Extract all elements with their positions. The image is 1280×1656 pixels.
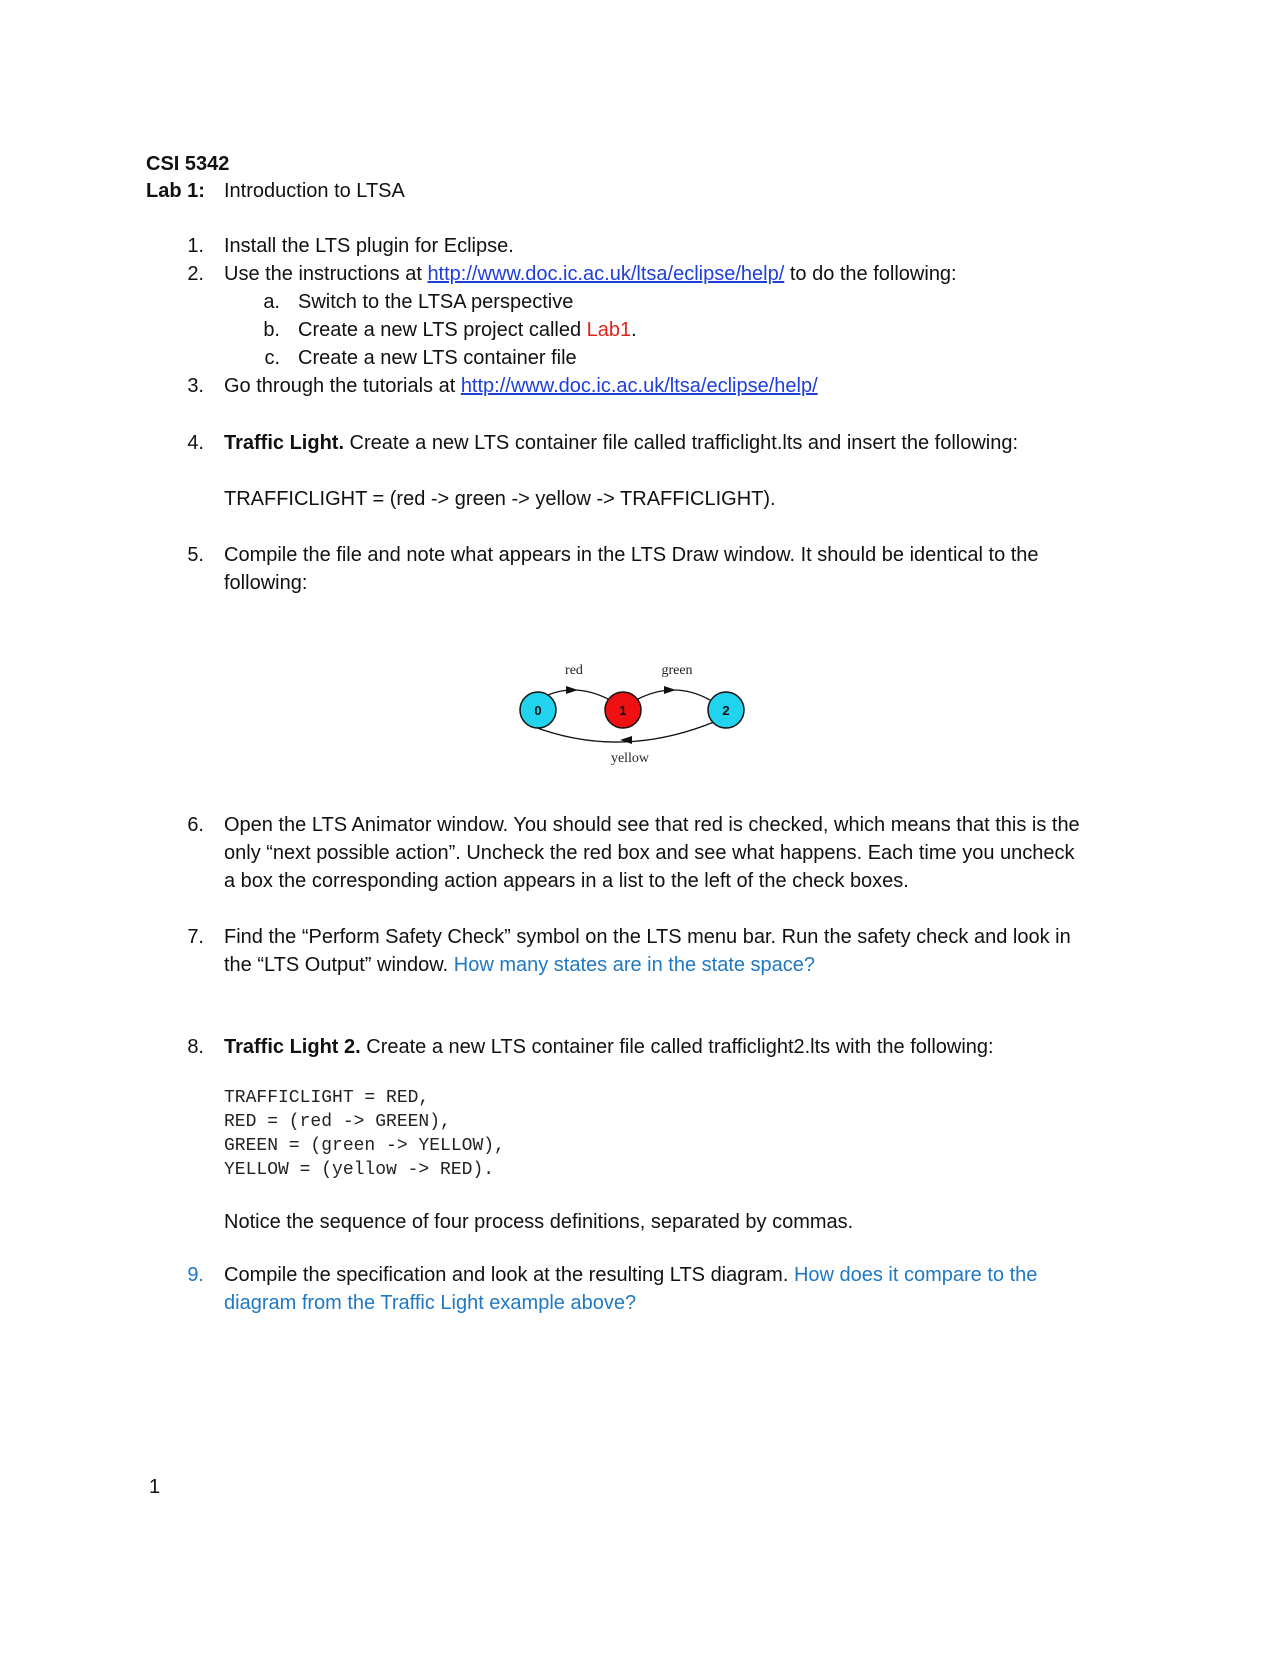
item-1-text: Install the LTS plugin for Eclipse. xyxy=(224,235,514,257)
state-2-label: 2 xyxy=(722,703,730,718)
arrowhead-yellow xyxy=(620,736,632,744)
arrowhead-red xyxy=(566,686,578,694)
trafficlight2-code-line-4: YELLOW = (yellow -> RED). xyxy=(224,1160,495,1180)
item-6-number: 6. xyxy=(187,814,204,836)
project-name-highlight: Lab1 xyxy=(586,319,632,341)
item-9-line-1-text: Compile the specification and look at the resulting LTS diagram. xyxy=(224,1264,794,1286)
lab-title: Introduction to LTSA xyxy=(224,180,405,202)
item-2c-letter: c. xyxy=(264,347,280,369)
state-2 xyxy=(708,692,744,728)
label-green: green xyxy=(661,663,693,678)
item-2c-text: Create a new LTS container file xyxy=(298,347,577,369)
item-3-text-before: Go through the tutorials at xyxy=(224,375,461,397)
item-8-body: Create a new LTS container file called trafficlight2.lts with the following: xyxy=(360,1036,994,1058)
lab-label: Lab 1: xyxy=(146,180,205,202)
ltsa-help-link[interactable]: http://www.doc.ic.ac.uk/ltsa/eclipse/help/ xyxy=(427,263,785,285)
question-compare-start: How does it compare to the xyxy=(793,1264,1038,1286)
item-2a-letter: a. xyxy=(263,291,280,313)
item-5-line-2: following: xyxy=(224,572,308,594)
trafficlight2-code-line-1: TRAFFICLIGHT = RED, xyxy=(224,1088,430,1108)
item-2-text-after: to do the following: xyxy=(784,263,957,285)
lts-diagram xyxy=(510,650,770,770)
course-code: CSI 5342 xyxy=(146,153,230,175)
item-2b-text-after: . xyxy=(631,319,637,341)
item-2b-letter: b. xyxy=(263,319,280,341)
state-1-label: 1 xyxy=(619,703,627,718)
item-8-note: Notice the sequence of four process definitions, separated by commas. xyxy=(224,1211,854,1233)
item-8-text xyxy=(224,1033,994,1061)
item-4-number: 4. xyxy=(187,432,204,454)
item-9-line-1 xyxy=(224,1261,1037,1289)
item-9-number: 9. xyxy=(187,1264,204,1286)
item-3-text xyxy=(224,372,818,400)
trafficlight2-code-line-3: GREEN = (green -> YELLOW), xyxy=(224,1136,505,1156)
item-8-heading: Traffic Light 2. xyxy=(224,1036,361,1058)
tutorials-link[interactable]: http://www.doc.ic.ac.uk/ltsa/eclipse/help/ xyxy=(460,375,818,397)
item-5-number: 5. xyxy=(187,544,204,566)
item-2b-text xyxy=(298,316,637,344)
page-number: 1 xyxy=(149,1476,161,1498)
lab-heading xyxy=(146,177,405,205)
item-2a-text: Switch to the LTSA perspective xyxy=(298,291,574,313)
question-state-count: How many states are in the state space? xyxy=(453,954,816,976)
item-2-text-before: Use the instructions at xyxy=(224,263,428,285)
item-2-number: 2. xyxy=(187,263,204,285)
item-7-number: 7. xyxy=(187,926,204,948)
item-5-line-1: Compile the file and note what appears in the LTS Draw window. It should be identical to the xyxy=(224,544,1039,566)
item-2-text xyxy=(224,260,957,288)
arrowhead-green xyxy=(664,686,676,694)
item-2b-text-before: Create a new LTS project called xyxy=(298,319,587,341)
transition-green xyxy=(636,690,710,700)
item-4-text xyxy=(224,429,1018,457)
item-6-line-3: a box the corresponding action appears in a list to the left of the check boxes. xyxy=(224,870,909,892)
label-yellow: yellow xyxy=(610,751,650,766)
label-red: red xyxy=(565,663,583,678)
item-7-line-2-text: the “LTS Output” window. xyxy=(224,954,454,976)
item-6-line-1: Open the LTS Animator window. You should see that red is checked, which means that this is the xyxy=(224,814,1080,836)
item-7-line-1: Find the “Perform Safety Check” symbol on the LTS menu bar. Run the safety check and look in xyxy=(224,926,1071,948)
item-3-number: 3. xyxy=(187,375,204,397)
item-6-line-2: only “next possible action”. Uncheck the red box and see what happens. Each time you uncheck xyxy=(224,842,1075,864)
state-0-label: 0 xyxy=(534,703,542,718)
trafficlight-definition: TRAFFICLIGHT = (red -> green -> yellow -> TRAFFICLIGHT). xyxy=(224,488,776,510)
item-8-number: 8. xyxy=(187,1036,204,1058)
state-1 xyxy=(605,692,641,728)
state-0 xyxy=(520,692,556,728)
trafficlight2-code-line-2: RED = (red -> GREEN), xyxy=(224,1112,451,1132)
question-compare-end: diagram from the Traffic Light example above? xyxy=(224,1292,637,1314)
item-4-heading: Traffic Light. xyxy=(224,432,344,454)
item-4-body: Create a new LTS container file called trafficlight.lts and insert the following: xyxy=(344,432,1019,454)
item-7-line-2 xyxy=(224,951,815,979)
item-1-number: 1. xyxy=(187,235,204,257)
